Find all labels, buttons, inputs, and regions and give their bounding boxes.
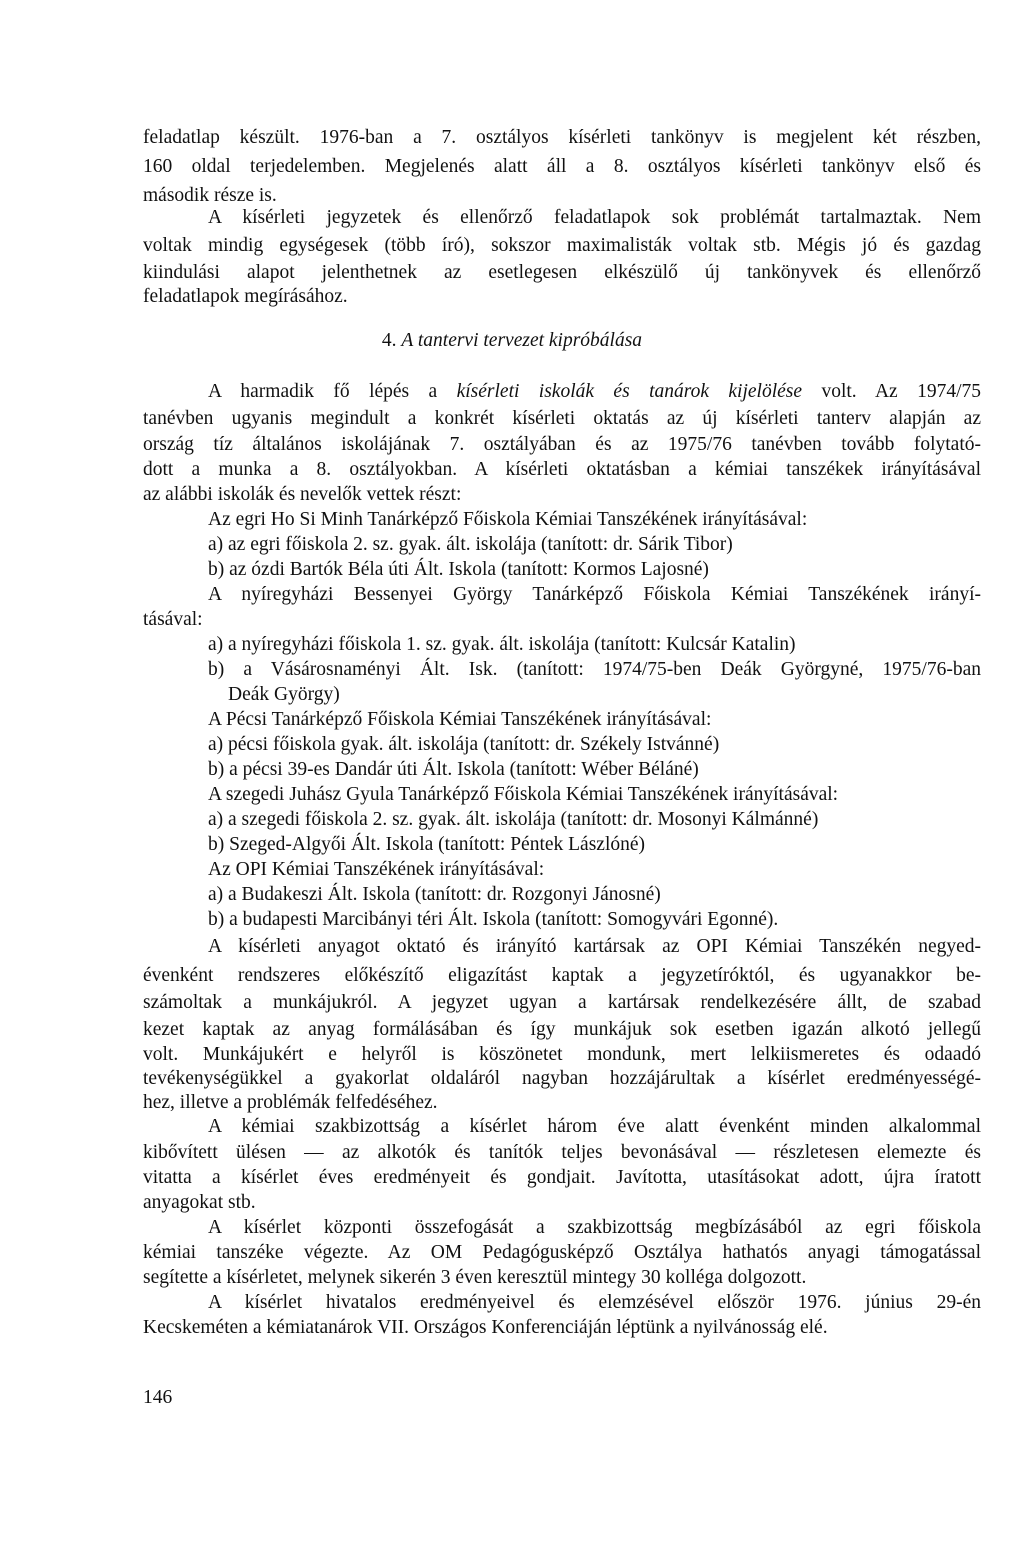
text-line: kémiai tanszéke végezte. Az OM Pedagógusképző Osztálya hathatós anyagi támogatással (143, 1242, 981, 1263)
text-line: évenként rendszeres előkészítő eligazítást kaptak a jegyzetíróktól, és ugyanakkor be- (143, 965, 981, 986)
school-item: b) a budapesti Marcibányi téri Ált. Iskola (tanított: Somogyvári Egonné). (208, 909, 779, 930)
text-line: tásával: (143, 609, 203, 630)
text-line: A kísérleti anyagot oktató és irányító kartársak az OPI Kémiai Tanszékén negyed- (208, 936, 981, 957)
text-line: hez, illetve a problémák felfedéséhez. (143, 1092, 438, 1113)
text-line: segítette a kísérletet, melynek sikerén 3 éven keresztül mintegy 30 kolléga dolgozott. (143, 1267, 807, 1288)
school-item: a) pécsi főiskola gyak. ált. iskolája (tanított: dr. Székely Istvánné) (208, 734, 720, 755)
text-line: voltak mindig egységesek (több író), sokszor maximalisták voltak stb. Mégis jó és gazdag (143, 235, 981, 256)
text-line: ország tíz általános iskolájának 7. osztályában és az 1975/76 tanévben tovább folytató- (143, 434, 981, 455)
text-line: 160 oldal terjedelemben. Megjelenés alatt áll a 8. osztályos kísérleti tankönyv első és (143, 156, 981, 177)
text-span: A harmadik fő lépés a (208, 381, 438, 402)
school-item: a) a Budakeszi Ált. Iskola (tanított: dr. Rozgonyi Jánosné) (208, 884, 661, 905)
text-line: A kísérlet központi összefogását a szakbizottság megbízásából az egri főiskola (208, 1217, 981, 1238)
text-line: az alábbi iskolák és nevelők vettek részt: (143, 484, 462, 505)
text-line: Kecskeméten a kémiatanárok VII. Országos Konferenciáján léptünk a nyilvánosság elé. (143, 1317, 828, 1338)
text-line (208, 381, 981, 403)
text-line: második része is. (143, 185, 277, 206)
section-heading (0, 330, 1024, 352)
school-group-heading: Az egri Ho Si Minh Tanárképző Főiskola Kémiai Tanszékének irányításával: (208, 509, 808, 530)
school-item: b) Szeged-Algyői Ált. Iskola (tanított: Péntek Lászlóné) (208, 834, 646, 855)
text-span: volt. Az 1974/75 (821, 381, 982, 402)
text-line: volt. Munkájukért e helyről is köszönetet mondunk, mert lelkiismeretes és odaadó (143, 1044, 981, 1065)
text-line: A kémiai szakbizottság a kísérlet három éve alatt évenként minden alkalommal (208, 1116, 981, 1137)
school-group-heading: A nyíregyházi Bessenyei György Tanárképző Főiskola Kémiai Tanszékének irányí- (208, 584, 981, 605)
section-number: 4. (381, 330, 397, 351)
text-line: kiindulási alapot jelenthetnek az esetlegesen elkészülő új tankönyvek és ellenőrző (143, 262, 981, 283)
text-line: számoltak a munkájukról. A jegyzet ugyan a kartársak rendelkezésére állt, de szabad (143, 992, 981, 1013)
text-line: kezet kaptak az anyag formálásában és így munkájuk sok esetben igazán alkotó jellegű (143, 1019, 981, 1040)
school-item: a) az egri főiskola 2. sz. gyak. ált. iskolája (tanított: dr. Sárik Tibor) (208, 534, 733, 555)
text-line: dott a munka a 8. osztályokban. A kísérleti oktatásban a kémiai tanszékek irányításával (143, 459, 981, 480)
emphasis-span: kísérleti iskolák és tanárok kijelölése (456, 381, 803, 402)
text-line: feladatlap készült. 1976-ban a 7. osztályos kísérleti tankönyv is megjelent két részben, (143, 127, 981, 148)
text-line: tanévben ugyanis megindult a konkrét kísérleti oktatás az új kísérleti tanterv alapján az (143, 408, 981, 429)
text-line: feladatlapok megírásához. (143, 286, 348, 307)
page-number: 146 (143, 1387, 173, 1408)
text-line: kibővített ülésen — az alkotók és tanítók teljes bevonásával — részletesen elemezte és (143, 1142, 981, 1163)
text-line: A kísérlet hivatalos eredményeivel és elemzésével először 1976. június 29-én (208, 1292, 981, 1313)
school-item: b) az ózdi Bartók Béla úti Ált. Iskola (tanított: Kormos Lajosné) (208, 559, 709, 580)
school-item: b) a Vásárosnaményi Ált. Isk. (tanított: 1974/75-ben Deák Györgyné, 1975/76-ban (208, 659, 981, 680)
school-group-heading: Az OPI Kémiai Tanszékének irányításával: (208, 859, 545, 880)
school-item-continued: Deák György) (228, 684, 340, 705)
text-line: A kísérleti jegyzetek és ellenőrző feladatlapok sok problémát tartalmaztak. Nem (208, 207, 981, 228)
school-group-heading: A szegedi Juhász Gyula Tanárképző Főiskola Kémiai Tanszékének irányításával: (208, 784, 839, 805)
school-item: b) a pécsi 39-es Dandár úti Ált. Iskola (tanított: Wéber Béláné) (208, 759, 699, 780)
section-title: A tantervi tervezet kipróbálása (401, 330, 643, 351)
text-line: vitatta a kísérlet éves eredményeit és gondjait. Javította, utasításokat adott, újra íratott (143, 1167, 981, 1188)
text-line: tevékenységükkel a gyakorlat oldaláról nagyban hozzájárultak a kísérlet eredményességé- (143, 1068, 981, 1089)
text-line: anyagokat stb. (143, 1192, 256, 1213)
school-item: a) a nyíregyházi főiskola 1. sz. gyak. ált. iskolája (tanított: Kulcsár Katalin) (208, 634, 796, 655)
school-group-heading: A Pécsi Tanárképző Főiskola Kémiai Tanszékének irányításával: (208, 709, 712, 730)
school-item: a) a szegedi főiskola 2. sz. gyak. ált. iskolája (tanított: dr. Mosonyi Kálmánné) (208, 809, 819, 830)
